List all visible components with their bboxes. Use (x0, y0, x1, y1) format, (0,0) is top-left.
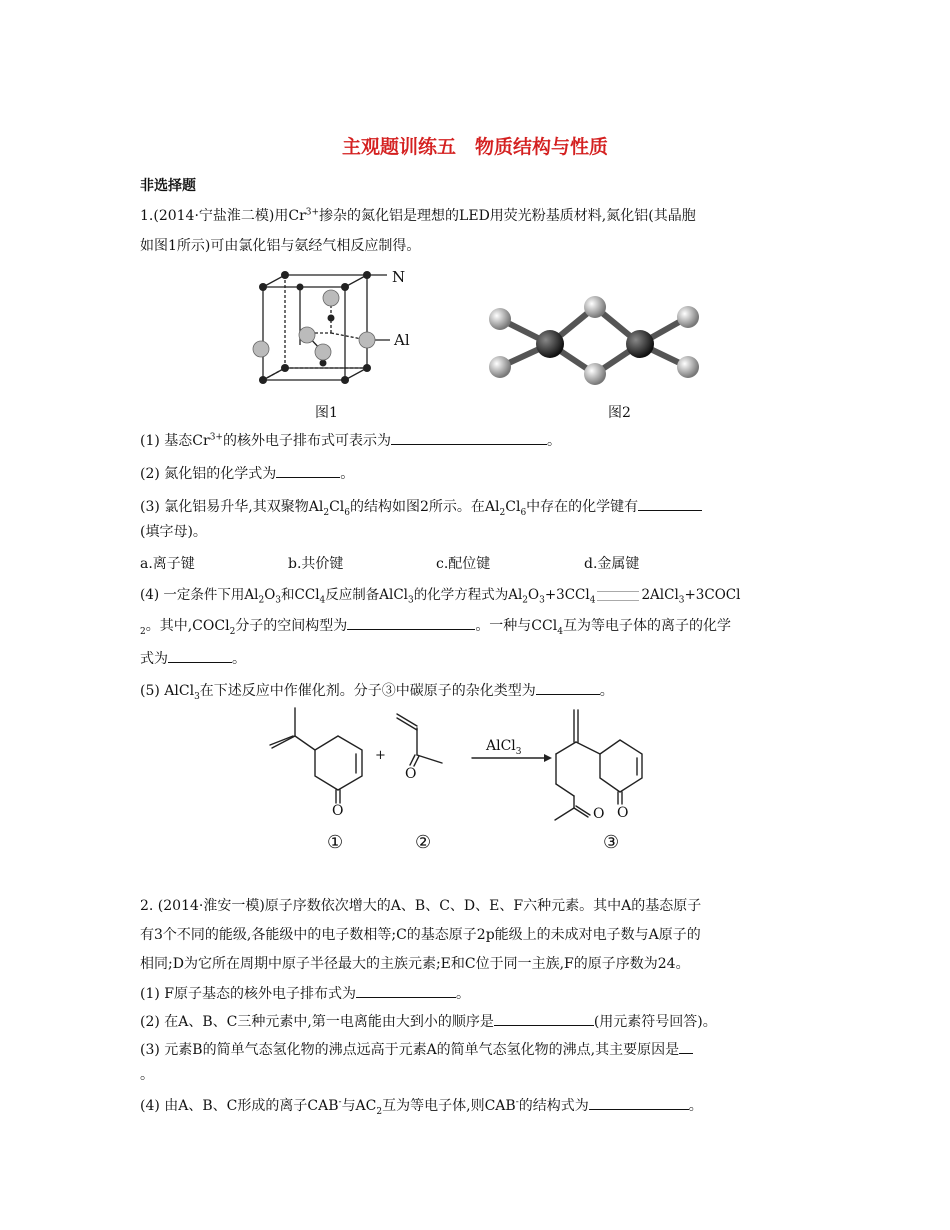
q1-sub4-line2 (140, 615, 731, 636)
answer-blank[interactable] (679, 1039, 693, 1054)
text: 在下述反应中作催化剂。分子③中碳原子的杂化类型为 (199, 683, 536, 699)
text: (用元素符号回答)。 (593, 1014, 717, 1030)
text: (4) 由A、B、C形成的离子CAB (140, 1098, 339, 1114)
fig2-caption: 图2 (608, 405, 631, 421)
answer-blank[interactable] (391, 430, 547, 445)
text: (3) 元素B的简单气态氢化物的沸点远高于元素A的简单气态氢化物的沸点,其主要原因是 (140, 1042, 680, 1058)
text: (5) AlCl (140, 683, 195, 699)
text: 的核外电子排布式可表示为 (222, 433, 391, 449)
answer-blank[interactable] (589, 1095, 689, 1110)
superscript: 3+ (209, 432, 223, 443)
superscript: - (338, 1097, 342, 1108)
subscript: 3 (275, 595, 282, 606)
answer-blank[interactable] (536, 680, 600, 695)
text: 。 (232, 651, 246, 667)
answer-blank[interactable] (347, 615, 475, 630)
rx-mol1-oxygen: O (332, 803, 344, 819)
text: 。 (546, 433, 561, 449)
option-b[interactable]: b.共价键 (288, 556, 344, 572)
text: 式为 (140, 651, 168, 667)
q2-sub4 (140, 1095, 703, 1116)
text: (3) 氯化铝易升华,其双聚物Al (140, 499, 324, 515)
rx-mol2-oxygen: O (405, 766, 417, 782)
subscript: 2 (323, 507, 330, 518)
superscript: 3+ (305, 207, 320, 218)
subscript: 2 (522, 595, 529, 606)
q1-sub4-line3 (140, 648, 246, 669)
q1-sub3 (140, 496, 702, 517)
text: 的结构式为 (518, 1098, 589, 1114)
subscript: 4 (589, 595, 596, 606)
answer-blank[interactable] (168, 648, 232, 663)
q2-sub3 (140, 1039, 693, 1060)
text: 分子的空间构型为 (235, 618, 348, 634)
q1-sub3-line2: (填字母)。 (140, 524, 207, 540)
section-heading: 非选择题 (140, 178, 196, 194)
subscript: 3 (539, 595, 545, 606)
text: 互为等电子体的离子的化学 (562, 618, 731, 634)
subscript: 3 (678, 595, 685, 606)
text: 和CCl (281, 587, 320, 603)
q2-stem-line3: 相同;D为它所在周期中原子半径最大的主族元素;E和C位于同一主族,F的原子序数为24。 (140, 956, 690, 972)
answer-blank[interactable] (494, 1011, 594, 1026)
rx-label-3: ③ (603, 832, 620, 853)
superscript: - (515, 1097, 519, 1108)
subscript: 4 (319, 595, 326, 606)
text: 反应制备AlCl (325, 587, 408, 603)
text: 。 (688, 1098, 703, 1114)
text: +3CCl (544, 587, 590, 603)
text: 。一种与CCl (475, 618, 558, 634)
text: Cl (329, 499, 345, 515)
rx-mol3-oxygen-ring: O (617, 805, 629, 821)
subscript: 6 (520, 507, 527, 518)
subscript: 3 (194, 691, 200, 702)
subscript: 3 (515, 746, 522, 757)
text: 的化学方程式为Al (413, 587, 523, 603)
q1-stem-line2: 如图1所示)可由氯化铝与氨经气相反应制得。 (140, 238, 421, 254)
text: (1) F原子基态的核外电子排布式为 (140, 986, 356, 1002)
answer-blank[interactable] (638, 496, 702, 511)
q1-sub4 (140, 585, 740, 605)
equals-sign (597, 591, 639, 601)
rx-catalyst (486, 738, 522, 757)
text: 掺杂的氮化铝是理想的LED用荧光粉基质材料,氮化铝(其晶胞 (319, 208, 696, 224)
page-title: 主观题训练五 物质结构与性质 (341, 136, 608, 158)
text: (2) 在A、B、C三种元素中,第一电离能由大到小的顺序是 (140, 1014, 494, 1030)
rx-label-2: ② (415, 832, 432, 853)
text: 的结构如图2所示。在Al (350, 499, 500, 515)
text: 。 (599, 683, 614, 699)
text: O (528, 587, 540, 603)
fig1-label-n: N (392, 268, 406, 286)
text: Cl (505, 499, 521, 515)
subscript: 2 (140, 626, 146, 637)
text: 互为等电子体,则CAB (382, 1098, 516, 1114)
fig2-al2cl6-structure (485, 292, 710, 387)
rx-label-1: ① (327, 832, 344, 853)
fig1-label-al: Al (394, 331, 410, 349)
q1-sub5 (140, 680, 614, 701)
text: AlCl (486, 738, 516, 754)
q1-stem-line1 (140, 206, 696, 226)
fig1-caption: 图1 (315, 405, 338, 421)
q1-options (140, 554, 639, 574)
q2-sub3-line2: 。 (140, 1067, 154, 1083)
subscript: 4 (557, 626, 563, 637)
subscript: 2 (258, 595, 265, 606)
q1-sub2 (140, 463, 354, 484)
text: +3COCl (684, 587, 741, 603)
option-c[interactable]: c.配位键 (436, 556, 491, 572)
option-a[interactable]: a.离子键 (140, 556, 195, 572)
answer-blank[interactable] (276, 463, 340, 478)
text: O (264, 587, 276, 603)
text: 2AlCl (641, 587, 679, 603)
q2-stem-line2: 有3个不同的能级,各能级中的电子数相等;C的基态原子2p能级上的未成对电子数与A原子的 (140, 927, 701, 943)
text: 。 (456, 986, 470, 1002)
q2-sub2 (140, 1011, 717, 1032)
text: 。 (340, 466, 355, 482)
text: (2) 氮化铝的化学式为 (140, 466, 277, 482)
rx-mol3-oxygen-chain: O (593, 806, 605, 822)
subscript: 3 (407, 595, 414, 606)
rx-plus: + (375, 748, 386, 763)
text: 。其中,COCl (145, 618, 230, 634)
q2-stem-line1: 2. (2014·淮安一模)原子序数依次增大的A、B、C、D、E、F六种元素。其中A的基态原子 (140, 898, 702, 914)
text: (1) 基态Cr (140, 433, 210, 449)
q1-sub1 (140, 430, 561, 451)
option-d[interactable]: d.金属键 (584, 556, 640, 572)
answer-blank[interactable] (356, 983, 456, 998)
subscript: 2 (229, 626, 236, 637)
subscript: 2 (499, 507, 506, 518)
text: 与AC (341, 1098, 377, 1114)
text: 中存在的化学键有 (526, 499, 639, 515)
subscript: 2 (376, 1106, 383, 1117)
text: (4) 一定条件下用Al (140, 587, 259, 603)
text: 1.(2014·宁盐淮二模)用Cr (140, 208, 306, 224)
q2-sub1 (140, 983, 470, 1004)
subscript: 6 (344, 507, 350, 518)
